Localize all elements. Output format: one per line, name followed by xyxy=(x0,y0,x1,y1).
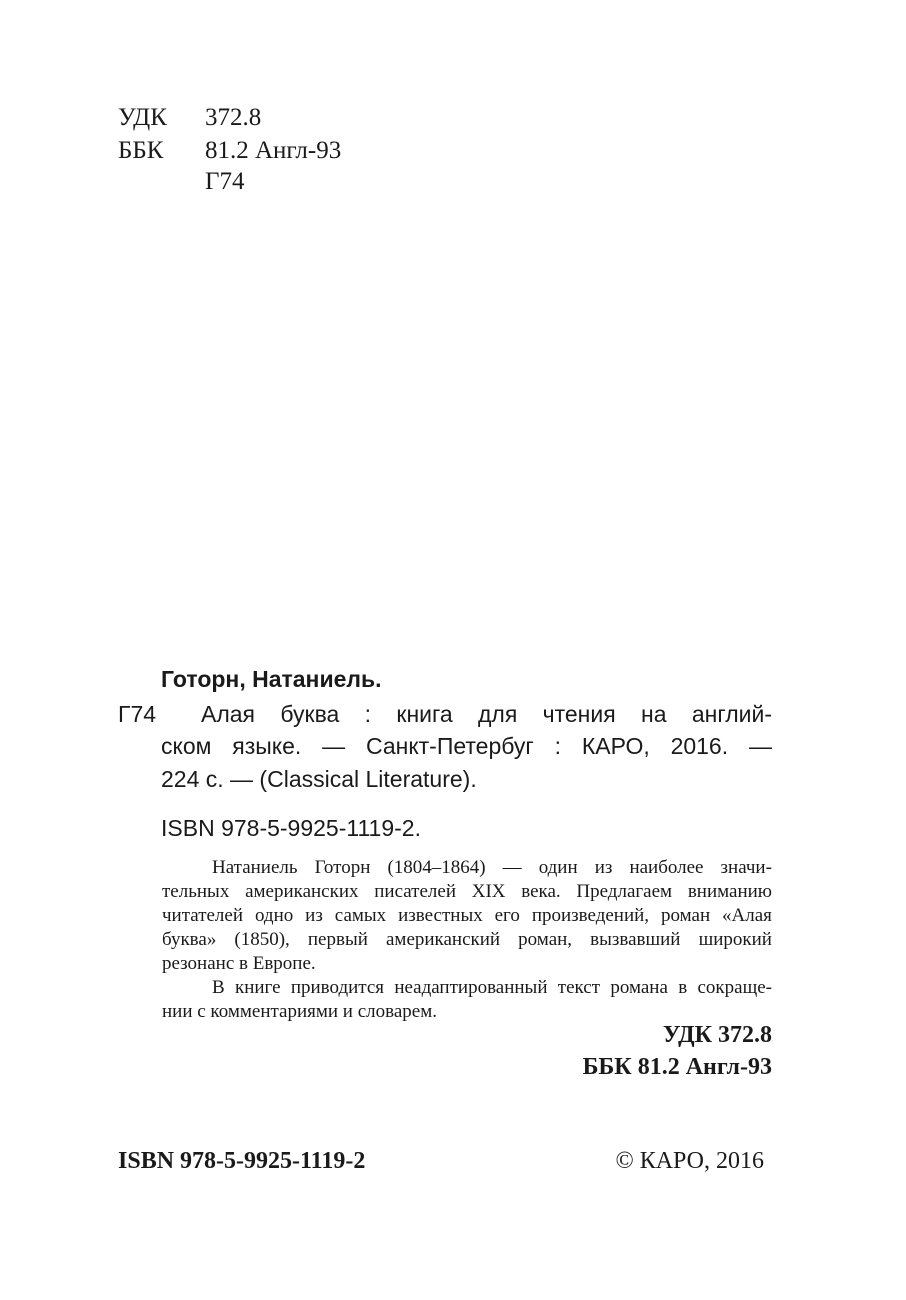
annotation-line xyxy=(162,856,772,880)
word: Санкт-Петербуг xyxy=(365,733,534,759)
word: роман xyxy=(660,905,711,926)
word: из xyxy=(305,905,323,926)
word: широкий xyxy=(698,929,772,950)
word: приводится xyxy=(290,977,385,998)
word: 2016. xyxy=(670,733,729,759)
bbk-value: 81.2 Англ-93 xyxy=(205,137,342,164)
word: Алая xyxy=(201,701,256,727)
word: американских xyxy=(245,881,359,902)
word: неадаптированный xyxy=(394,977,548,998)
word: тельных xyxy=(162,881,230,902)
word: известных xyxy=(398,905,483,926)
word: языке. xyxy=(232,733,302,759)
word: В xyxy=(212,977,225,998)
word: века. xyxy=(521,881,561,902)
word: КАРО, xyxy=(581,733,650,759)
udk-row xyxy=(0,103,906,133)
word: для xyxy=(478,701,518,727)
author-mark-row xyxy=(0,167,906,197)
word: один xyxy=(538,857,578,878)
word: книге xyxy=(234,977,281,998)
word: (1850), xyxy=(234,929,290,950)
word: Натаниель xyxy=(212,857,298,878)
word: буква xyxy=(280,701,340,727)
word: (1804–1864) xyxy=(387,857,486,878)
word: : xyxy=(364,701,372,727)
word: Предлагаем xyxy=(576,881,673,902)
udk-label: УДК xyxy=(118,104,167,131)
footer-isbn: ISBN 978-5-9925-1119-2 xyxy=(118,1148,366,1174)
word: буква» xyxy=(162,929,217,950)
word: писателей xyxy=(374,881,456,902)
word: самых xyxy=(334,905,387,926)
annotation-line xyxy=(162,976,772,1000)
word: роман, xyxy=(518,929,573,950)
author-mark-value: Г74 xyxy=(205,168,245,195)
annotation-line xyxy=(162,880,772,904)
word: чтения xyxy=(542,701,616,727)
word: одно xyxy=(254,905,294,926)
annotation xyxy=(162,856,772,1024)
word: из xyxy=(594,857,613,878)
annotation-line: нии с комментариями и словарем. xyxy=(162,1001,437,1022)
bbk-row xyxy=(0,136,906,166)
word: романа xyxy=(610,977,668,998)
word: англий- xyxy=(691,701,772,727)
annotation-line xyxy=(162,928,772,952)
record-title-line-2 xyxy=(161,732,772,760)
word: — xyxy=(322,733,346,759)
bbk-label: ББК xyxy=(118,137,164,164)
word: значи- xyxy=(720,857,772,878)
annotation-line: резонанс в Европе. xyxy=(162,953,316,974)
word: : xyxy=(554,733,562,759)
annotation-line xyxy=(162,904,772,928)
word: американский xyxy=(385,929,501,950)
word: Готорн xyxy=(314,857,371,878)
record-author-mark: Г74 xyxy=(118,701,157,727)
udk-value: 372.8 xyxy=(205,104,262,131)
record-title-line-1 xyxy=(201,700,772,728)
classification-bbk-bold: ББК 81.2 Англ-93 xyxy=(582,1054,772,1080)
word: читателей xyxy=(162,905,244,926)
word: на xyxy=(641,701,667,727)
word: — xyxy=(502,857,522,878)
word: «Алая xyxy=(722,905,772,926)
word: его xyxy=(494,905,520,926)
record-author: Готорн, Натаниель. xyxy=(161,666,382,692)
word: ском xyxy=(161,733,212,759)
word: первый xyxy=(307,929,368,950)
word: в xyxy=(678,977,688,998)
footer-copyright: © КАРО, 2016 xyxy=(615,1148,764,1174)
word: — xyxy=(748,733,772,759)
word: книга xyxy=(396,701,453,727)
word: произведений, xyxy=(531,905,650,926)
word: вниманию xyxy=(687,881,772,902)
record-isbn: ISBN 978-5-9925-1119-2. xyxy=(161,815,421,841)
word: вызвавший xyxy=(590,929,681,950)
record-pages-series: 224 с. — (Classical Literature). xyxy=(161,766,477,792)
word: текст xyxy=(557,977,601,998)
word: сокраще- xyxy=(697,977,772,998)
word: XIX xyxy=(471,881,506,902)
classification-udk-bold: УДК 372.8 xyxy=(662,1022,772,1048)
word: наиболее xyxy=(629,857,704,878)
